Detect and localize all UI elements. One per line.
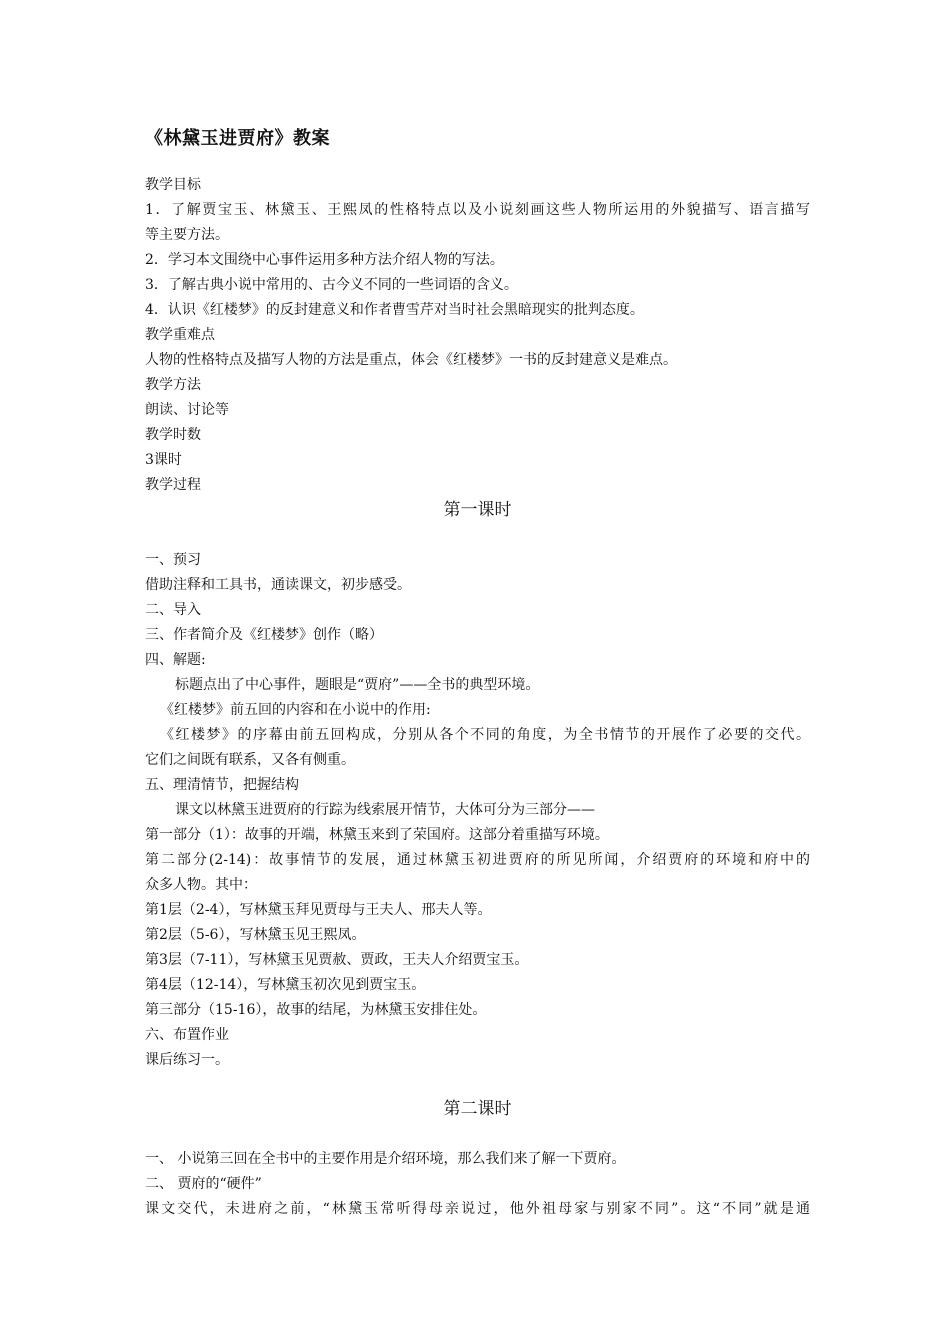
lesson2-heading: 第二课时 — [443, 1099, 512, 1119]
paragraph-line: 第4层（12-14），写林黛玉初次见到贾宝玉。 — [145, 977, 426, 993]
paragraph-line: 六、布置作业 — [145, 1027, 229, 1043]
paragraph-line: 第2层（5-6），写林黛玉见王熙凤。 — [145, 927, 366, 943]
paragraph-line: 二、导入 — [145, 602, 201, 618]
paragraph-line: 课文以林黛玉进贾府的行踪为线索展开情节，大体可分为三部分—— — [175, 802, 595, 818]
paragraph-line: 第1层（2-4），写林黛玉拜见贾母与王夫人、邢夫人等。 — [145, 902, 492, 918]
paragraph-line: 朗读、讨论等 — [145, 402, 229, 418]
paragraph-line: 三、作者简介及《红楼梦》创作（略） — [145, 627, 383, 643]
paragraph-line: 第3层（7-11），写林黛玉见贾赦、贾政，王夫人介绍贾宝玉。 — [145, 952, 529, 968]
paragraph-line: 1．了解贾宝玉、林黛玉、王熙凤的性格特点以及小说刻画这些人物所运用的外貌描写、语言描写 — [145, 202, 810, 218]
paragraph-line: 众多人物。其中： — [145, 877, 257, 893]
paragraph-line: 第一部分（1）：故事的开端，林黛玉来到了荣国府。这部分着重描写环境。 — [145, 827, 609, 843]
paragraph-line: 第三部分（15-16），故事的结尾，为林黛玉安排住处。 — [145, 1002, 487, 1018]
paragraph-line: 它们之间既有联系，又各有侧重。 — [145, 752, 355, 768]
paragraph-line: 人物的性格特点及描写人物的方法是重点，体会《红楼梦》一书的反封建意义是难点。 — [145, 352, 677, 368]
paragraph-line: 四、解题: — [145, 652, 206, 668]
paragraph-line: 课文交代，未进府之前，“林黛玉常听得母亲说过，他外祖母家与别家不同”。这“不同”就是通 — [145, 1201, 810, 1217]
section-label: 教学过程 — [145, 477, 201, 493]
section-label: 教学方法 — [145, 377, 201, 393]
section-label: 教学时数 — [145, 427, 201, 443]
paragraph-line: 3课时 — [145, 452, 182, 468]
paragraph-line: 2．学习本文围绕中心事件运用多种方法介绍人物的写法。 — [145, 252, 504, 268]
document-title: 《林黛玉进贾府》教案 — [145, 128, 330, 149]
paragraph-line: 4．认识《红楼梦》的反封建意义和作者曹雪芹对当时社会黑暗现实的批判态度。 — [145, 302, 644, 318]
paragraph-line: 借助注释和工具书，通读课文，初步感受。 — [145, 577, 411, 593]
paragraph-line: 等主要方法。 — [145, 227, 229, 243]
section-label: 教学重难点 — [145, 327, 215, 343]
paragraph-line: 《红楼梦》前五回的内容和在小说中的作用: — [160, 702, 431, 718]
paragraph-line: 一、预习 — [145, 552, 201, 568]
paragraph-line: 第二部分(2-14)：故事情节的发展，通过林黛玉初进贾府的所见所闻，介绍贾府的环境和府中的 — [145, 852, 810, 868]
paragraph-line: 一、 小说第三回在全书中的主要作用是介绍环境，那么我们来了解一下贾府。 — [145, 1151, 626, 1167]
paragraph-line: 课后练习一。 — [145, 1052, 229, 1068]
paragraph-line: 五、理清情节，把握结构 — [145, 777, 299, 793]
paragraph-line: 3．了解古典小说中常用的、古今义不同的一些词语的含义。 — [145, 277, 518, 293]
paragraph-line: 标题点出了中心事件，题眼是“贾府”——全书的典型环境。 — [175, 677, 540, 693]
section-label: 教学目标 — [145, 177, 201, 193]
lesson1-heading: 第一课时 — [443, 500, 512, 520]
paragraph-line: 《红楼梦》的序幕由前五回构成，分别从各个不同的角度，为全书情节的开展作了必要的交代。 — [160, 727, 810, 743]
paragraph-line: 二、 贾府的“硬件” — [145, 1176, 262, 1192]
